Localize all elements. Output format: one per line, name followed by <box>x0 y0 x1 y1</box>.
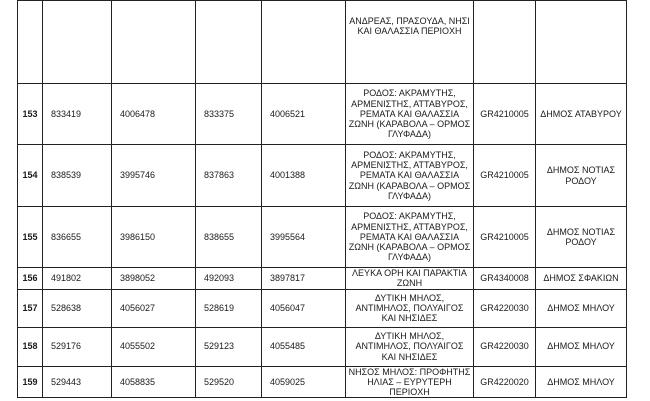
x-start-cell: 528638 <box>43 289 112 327</box>
x-start-cell: 491802 <box>43 268 112 290</box>
row-number: 155 <box>18 207 43 268</box>
y-start-cell: 4006478 <box>112 84 196 145</box>
y-start-cell: 3986150 <box>112 207 196 268</box>
x-start-cell: 836655 <box>43 207 112 268</box>
municipality-cell: ΔΗΜΟΣ ΣΦΑΚΙΩΝ <box>536 268 627 290</box>
site-code-cell: GR4210005 <box>474 207 536 268</box>
x-end-cell: 833375 <box>196 84 262 145</box>
row-number: 156 <box>18 268 43 290</box>
x-end-cell: 528619 <box>196 289 262 327</box>
y-end-cell: 4001388 <box>262 145 346 207</box>
municipality-cell: ΔΗΜΟΣ ΑΤΑΒΥΡΟΥ <box>536 84 627 145</box>
x-start-cell <box>43 1 112 84</box>
table-row <box>18 1 627 84</box>
area-name-cell: ΔΥΤΙΚΗ ΜΗΛΟΣ, ΑΝΤΙΜΗΛΟΣ, ΠΟΛΥΑΙΓΟΣ ΚΑΙ ΝΗΣΙΔΕΣ <box>346 289 474 327</box>
x-start-cell: 529443 <box>43 366 112 398</box>
y-end-cell: 4056047 <box>262 289 346 327</box>
y-start-cell: 3995746 <box>112 145 196 207</box>
x-start-cell: 838539 <box>43 145 112 207</box>
y-end-cell: 4059025 <box>262 366 346 398</box>
y-end-cell <box>262 1 346 84</box>
row-number: 153 <box>18 84 43 145</box>
site-code-cell: GR4210005 <box>474 145 536 207</box>
x-end-cell <box>196 1 262 84</box>
x-start-cell: 833419 <box>43 84 112 145</box>
municipality-cell: ΔΗΜΟΣ ΜΗΛΟΥ <box>536 289 627 327</box>
table-row <box>18 207 627 268</box>
y-start-cell: 4058835 <box>112 366 196 398</box>
y-start-cell <box>112 1 196 84</box>
y-start-cell: 3898052 <box>112 268 196 290</box>
x-start-cell: 529176 <box>43 327 112 366</box>
y-start-cell: 4055502 <box>112 327 196 366</box>
area-name-cell: ΡΟΔΟΣ: ΑΚΡΑΜΥΤΗΣ, ΑΡΜΕΝΙΣΤΗΣ, ΑΤΤΑΒΥΡΟΣ, ΡΕΜΑΤΑ ΚΑΙ ΘΑΛΑΣΣΙΑ ΖΩΝΗ (ΚΑΡΑΒΟΛΑ – ΟΡΜΟΣ ΓΛΥΦΑΔΑ) <box>346 84 474 145</box>
municipality-cell: ΔΗΜΟΣ ΝΟΤΙΑΣ ΡΟΔΟΥ <box>536 145 627 207</box>
municipality-cell <box>536 1 627 84</box>
area-name-cell: ΝΗΣΟΣ ΜΗΛΟΣ: ΠΡΟΦΗΤΗΣ ΗΛΙΑΣ – ΕΥΡΥΤΕΡΗ ΠΕΡΙΟΧΗ <box>346 366 474 398</box>
table-row <box>18 145 627 207</box>
table-row <box>18 327 627 366</box>
table-row <box>18 268 627 290</box>
site-code-cell: GR4340008 <box>474 268 536 290</box>
x-end-cell: 837863 <box>196 145 262 207</box>
area-name-cell: ΑΝΔΡΕΑΣ, ΠΡΑΣΟΥΔΑ, ΝΗΣΙ ΚΑΙ ΘΑΛΑΣΣΙΑ ΠΕΡΙΟΧΗ <box>346 1 474 84</box>
table-row <box>18 84 627 145</box>
site-code-cell <box>474 1 536 84</box>
site-code-cell: GR4210005 <box>474 84 536 145</box>
y-end-cell: 3897817 <box>262 268 346 290</box>
x-end-cell: 492093 <box>196 268 262 290</box>
y-start-cell: 4056027 <box>112 289 196 327</box>
row-number: 157 <box>18 289 43 327</box>
x-end-cell: 529123 <box>196 327 262 366</box>
area-name-cell: ΛΕΥΚΑ ΟΡΗ ΚΑΙ ΠΑΡΑΚΤΙΑ ΖΩΝΗ <box>346 268 474 290</box>
row-number <box>18 1 43 84</box>
area-name-cell: ΡΟΔΟΣ: ΑΚΡΑΜΥΤΗΣ, ΑΡΜΕΝΙΣΤΗΣ, ΑΤΤΑΒΥΡΟΣ, ΡΕΜΑΤΑ ΚΑΙ ΘΑΛΑΣΣΙΑ ΖΩΝΗ (ΚΑΡΑΒΟΛΑ – ΟΡΜΟΣ ΓΛΥΦΑΔΑ) <box>346 145 474 207</box>
table-row <box>18 289 627 327</box>
site-code-cell: GR4220030 <box>474 289 536 327</box>
x-end-cell: 529520 <box>196 366 262 398</box>
municipality-cell: ΔΗΜΟΣ ΝΟΤΙΑΣ ΡΟΔΟΥ <box>536 207 627 268</box>
y-end-cell: 4006521 <box>262 84 346 145</box>
area-name-cell: ΡΟΔΟΣ: ΑΚΡΑΜΥΤΗΣ, ΑΡΜΕΝΙΣΤΗΣ, ΑΤΤΑΒΥΡΟΣ, ΡΕΜΑΤΑ ΚΑΙ ΘΑΛΑΣΣΙΑ ΖΩΝΗ (ΚΑΡΑΒΟΛΑ – ΟΡΜΟΣ ΓΛΥΦΑΔΑ) <box>346 207 474 268</box>
row-number: 154 <box>18 145 43 207</box>
site-code-cell: GR4220030 <box>474 327 536 366</box>
y-end-cell: 3995564 <box>262 207 346 268</box>
coordinates-table <box>17 0 627 398</box>
area-name-cell: ΔΥΤΙΚΗ ΜΗΛΟΣ, ΑΝΤΙΜΗΛΟΣ, ΠΟΛΥΑΙΓΟΣ ΚΑΙ ΝΗΣΙΔΕΣ <box>346 327 474 366</box>
row-number: 159 <box>18 366 43 398</box>
table-row <box>18 366 627 398</box>
row-number: 158 <box>18 327 43 366</box>
x-end-cell: 838655 <box>196 207 262 268</box>
site-code-cell: GR4220020 <box>474 366 536 398</box>
municipality-cell: ΔΗΜΟΣ ΜΗΛΟΥ <box>536 327 627 366</box>
y-end-cell: 4055485 <box>262 327 346 366</box>
municipality-cell: ΔΗΜΟΣ ΜΗΛΟΥ <box>536 366 627 398</box>
